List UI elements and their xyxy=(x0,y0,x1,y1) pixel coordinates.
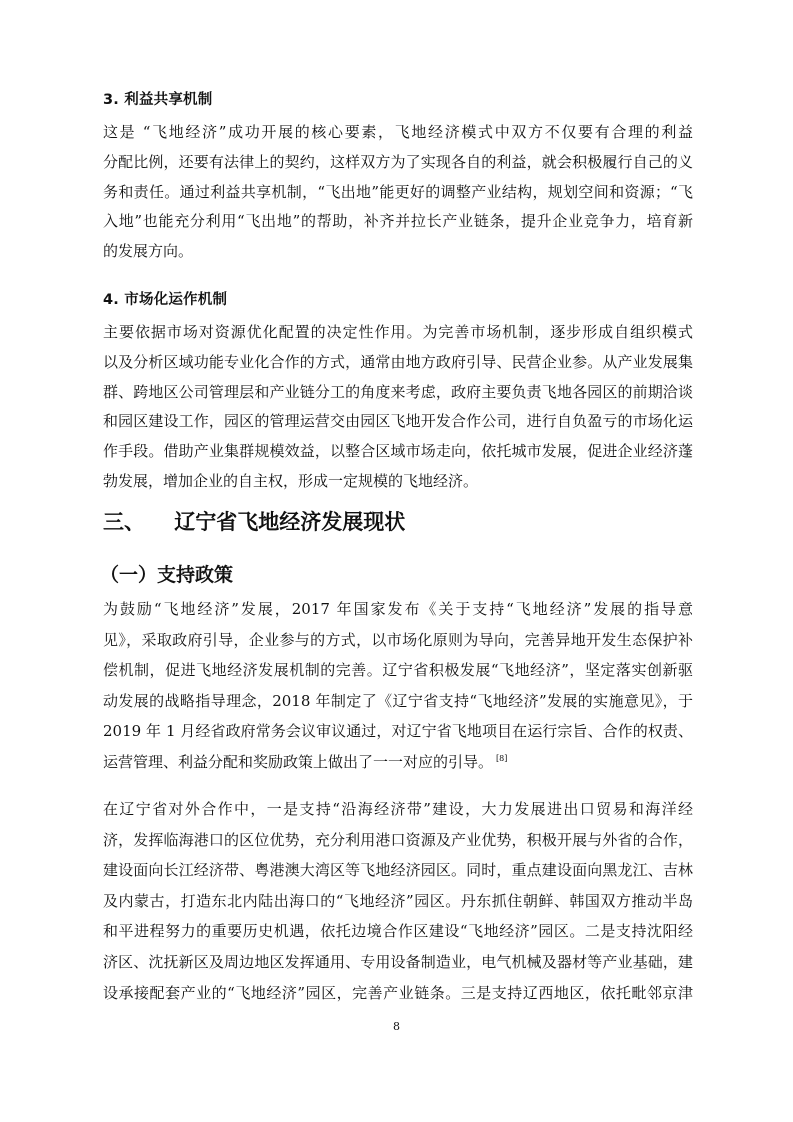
text-line: 入地”也能充分利用“飞出地”的帮助，补齐并拉长产业链条，提升企业竞争力，培育新 xyxy=(103,212,693,231)
text-line: 设承接配套产业的“飞地经济”园区，完善产业链条。三是支持辽西地区，依托毗邻京津 xyxy=(103,983,693,1002)
text-line-with-citation xyxy=(103,747,693,778)
text-line: 以及分析区域功能专业化合作的方式，通常由地方政府引导、民营企业参。从产业发展集 xyxy=(103,352,693,371)
citation-marker: [8] xyxy=(496,753,508,763)
text-line: 在辽宁省对外合作中，一是支持“沿海经济带”建设，大力发展进出口贸易和海洋经 xyxy=(103,800,693,818)
paragraph-policy-1 xyxy=(103,594,693,778)
text-line: 和园区建设工作，园区的管理运营交由园区飞地开发合作公司，进行自负盈亏的市场化运 xyxy=(103,412,693,431)
text-line: 群、跨地区公司管理层和产业链分工的角度来考虑，政府主要负责飞地各园区的前期洽谈 xyxy=(103,382,693,401)
text-line: 的发展方向。 xyxy=(103,242,194,261)
text-line: 2019 年 1 月经省政府常务会议审议通过，对辽宁省飞地项目在运行宗旨、合作的权责、 xyxy=(103,722,693,741)
text-line: 务和责任。通过利益共享机制，“飞出地”能更好的调整产业结构，规划空间和资源；“飞 xyxy=(103,182,693,201)
text-line: 主要依据市场对资源优化配置的决定性作用。为完善市场机制，逐步形成自组织模式 xyxy=(103,323,693,341)
text-line: 这是 “飞地经济”成功开展的核心要素，飞地经济模式中双方不仅要有合理的利益 xyxy=(103,123,693,141)
section-heading-market-operation: 4. 市场化运作机制 xyxy=(103,292,228,308)
text-line: 作手段。借助产业集群规模效益，以整合区域市场走向，依托城市发展，促进企业经济蓬 xyxy=(103,442,693,461)
text-line: 见》，采取政府引导，企业参与的方式，以市场化原则为导向，完善异地开发生态保护补 xyxy=(103,630,693,649)
section-heading-profit-sharing: 3. 利益共享机制 xyxy=(103,92,213,108)
text-line: 动发展的战略指导理念，2018 年制定了《辽宁省支持“飞地经济”发展的实施意见》，于 xyxy=(103,691,693,710)
text-line: 偿机制，促进飞地经济发展机制的完善。辽宁省积极发展“飞地经济”，坚定落实创新驱 xyxy=(103,661,693,680)
text-line: 和平进程努力的重要历史机遇，依托边境合作区建设“飞地经济”园区。二是支持沈阳经 xyxy=(103,922,693,941)
paragraph-policy-2 xyxy=(103,794,693,1008)
text-line: 勃发展，增加企业的自主权，形成一定规模的飞地经济。 xyxy=(103,471,479,490)
text-line: 济区、沈抚新区及周边地区发挥通用、专用设备制造业，电气机械及器材等产业基础，建 xyxy=(103,952,693,971)
subsection-heading: （一）支持政策 xyxy=(100,564,234,586)
chapter-heading: 三、 辽宁省飞地经济发展现状 xyxy=(103,510,406,534)
text-line: 及内蒙古，打造东北内陆出海口的“飞地经济”园区。丹东抓住朝鲜、韩国双方推动半岛 xyxy=(103,891,693,910)
text-line: 济，发挥临海港口的区位优势，充分利用港口资源及产业优势，积极开展与外省的合作， xyxy=(103,830,693,849)
text-line: 为鼓励“飞地经济”发展，2017 年国家发布《关于支持“飞地经济”发展的指导意 xyxy=(103,600,693,618)
paragraph-profit-sharing xyxy=(103,118,693,267)
paragraph-market-operation xyxy=(103,318,693,497)
text-line: 建设面向长江经济带、粤港澳大湾区等飞地经济园区。同时，重点建设面向黑龙江、吉林 xyxy=(103,861,693,880)
text-line: 运营管理、利益分配和奖励政策上做出了一一对应的引导。 xyxy=(103,752,494,771)
page-number: 8 xyxy=(393,1020,400,1033)
text-line: 分配比例，还要有法律上的契约，这样双方为了实现各自的利益，就会积极履行自己的义 xyxy=(103,152,693,171)
